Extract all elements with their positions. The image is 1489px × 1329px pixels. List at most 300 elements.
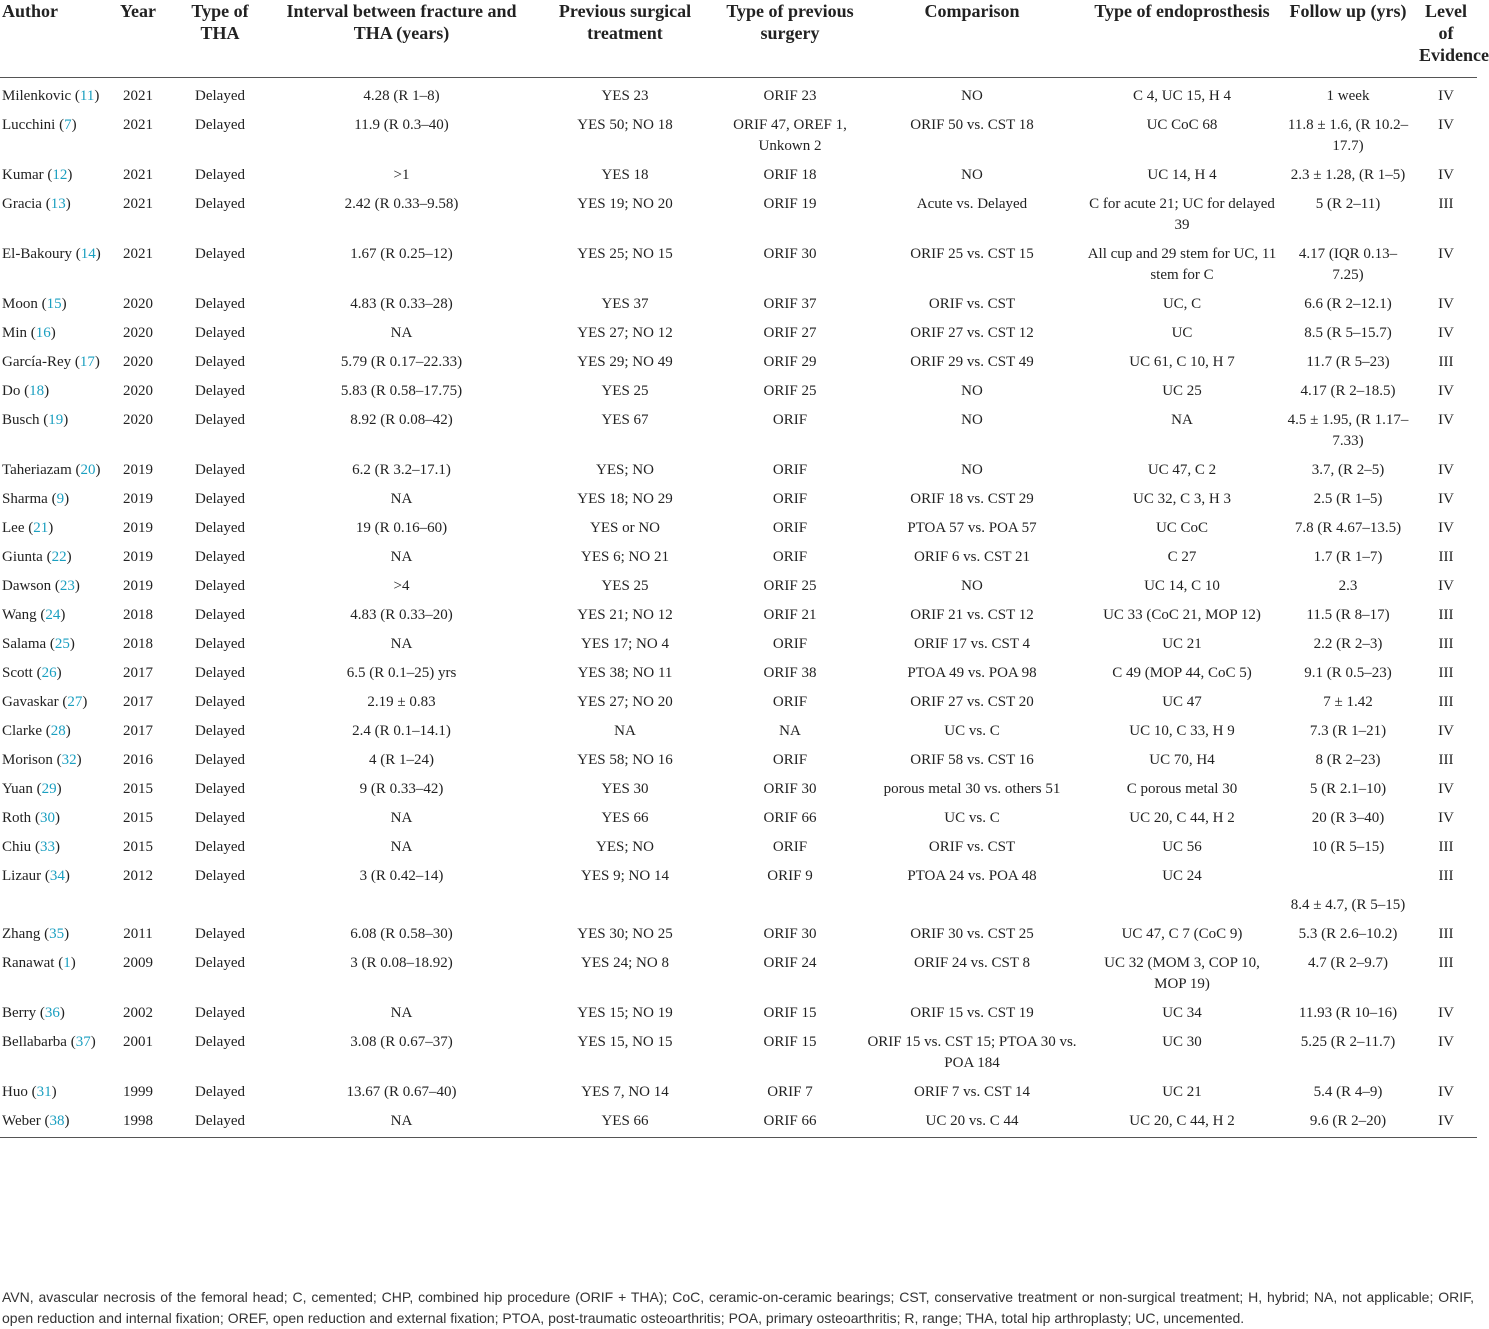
cell-year: 2018 <box>123 606 153 623</box>
cell-previous-treatment: YES 38; NO 11 <box>577 664 673 681</box>
cell-previous-surgery: ORIF 25 <box>763 577 817 594</box>
cell-interval: 6.2 (R 3.2–17.1) <box>352 461 451 478</box>
cell-type-of-tha: Delayed <box>195 809 245 826</box>
cell-type-of-tha: Delayed <box>195 245 245 262</box>
cell-year: 2020 <box>123 324 153 341</box>
table-row <box>0 1074 1477 1103</box>
cell-endoprosthesis: UC, C <box>1162 295 1202 312</box>
table-footnote: AVN, avascular necrosis of the femoral head; C, cemented; CHP, combined hip procedure (ORIF + THA); CoC, ceramic-on-ceramic bearings; CST, conservative treatment or non-surgical treatment; H, hybrid; NA, not applicable; ORIF, open reduction and internal fixation; OREF, open reduction and external fixation; PTOA, post-traumatic osteoarthritis; POA, primary osteoarthritis; R, range; THA, total hip arthroplasty; UC, uncemented. <box>2 1289 1474 1326</box>
cell-type-of-tha: Delayed <box>195 1004 245 1021</box>
cell-interval: 4.83 (R 0.33–28) <box>350 295 453 312</box>
author-name: Weber <box>2 1112 41 1129</box>
cell-follow-up: 11.93 (R 10–16) <box>1298 1004 1398 1021</box>
cell-type-of-tha: Delayed <box>195 664 245 681</box>
cell-previous-surgery: ORIF <box>772 519 808 536</box>
reference-link[interactable]: 24 <box>45 606 61 623</box>
cell-previous-treatment: YES 66 <box>601 1112 649 1129</box>
header-endoprosthesis: Type of endoprosthesis <box>1094 1 1270 21</box>
cell-interval: 2.42 (R 0.33–9.58) <box>344 195 459 212</box>
cell-endoprosthesis: UC 20, C 44, H 2 <box>1129 1112 1235 1129</box>
cell-follow-up: 11.7 (R 5–23) <box>1306 353 1390 370</box>
cell-previous-treatment: NA <box>614 722 636 739</box>
cell-author: Dawson (23) <box>2 577 80 594</box>
reference-link[interactable]: 31 <box>36 1083 52 1100</box>
cell-endoprosthesis: C porous metal 30 <box>1126 780 1238 797</box>
table-row <box>0 402 1477 452</box>
cell-author: Milenkovic (11) <box>2 87 100 104</box>
cell-endoprosthesis: UC 30 <box>1162 1033 1202 1050</box>
cell-previous-surgery: ORIF <box>772 548 808 565</box>
cell-interval: 13.67 (R 0.67–40) <box>346 1083 457 1100</box>
cell-previous-treatment: YES 25 <box>601 577 649 594</box>
cell-year: 2015 <box>123 838 153 855</box>
cell-interval: NA <box>390 635 413 652</box>
cell-follow-up <box>1281 858 1415 887</box>
author-name: El-Bakoury <box>2 245 72 262</box>
cell-level-of-evidence: IV <box>1438 1004 1454 1021</box>
author-name: Chiu <box>2 838 32 855</box>
table-row <box>0 945 1477 995</box>
cell-type-of-tha: Delayed <box>195 838 245 855</box>
cell-comparison: UC 20 vs. C 44 <box>925 1112 1019 1129</box>
cell-level-of-evidence: IV <box>1438 577 1454 594</box>
cell-previous-surgery: ORIF <box>772 490 808 507</box>
cell-endoprosthesis: UC 25 <box>1162 382 1202 399</box>
cell-level-of-evidence: III <box>1438 353 1454 370</box>
cell-interval: 5.79 (R 0.17–22.33) <box>340 353 463 370</box>
cell-type-of-tha: Delayed <box>195 751 245 768</box>
cell-follow-up: 4.5 ± 1.95, (R 1.17–7.33) <box>1287 411 1409 449</box>
author-name: Lucchini <box>2 116 56 133</box>
cell-level-of-evidence: IV <box>1438 295 1454 312</box>
cell-author: Morison (32) <box>2 751 82 768</box>
cell-endoprosthesis: C 27 <box>1167 548 1197 565</box>
cell-level-of-evidence: IV <box>1438 166 1454 183</box>
header-level-of-evidence: Level of Evidence <box>1419 1 1489 65</box>
cell-comparison: Acute vs. Delayed <box>916 195 1028 212</box>
cell-previous-treatment: YES 21; NO 12 <box>577 606 673 623</box>
reference-link[interactable]: 36 <box>44 1004 60 1021</box>
cell-interval: 8.92 (R 0.08–42) <box>350 411 453 428</box>
author-name: Busch <box>2 411 40 428</box>
cell-year: 2021 <box>123 245 153 262</box>
cell-level-of-evidence: III <box>1438 751 1454 768</box>
cell-interval: NA <box>390 324 413 341</box>
cell-follow-up: 11.8 ± 1.6, (R 10.2–17.7) <box>1287 116 1409 154</box>
cell-interval: 2.19 ± 0.83 <box>367 693 436 710</box>
cell-follow-up: 9.1 (R 0.5–23) <box>1304 664 1392 681</box>
cell-year: 2021 <box>123 116 153 133</box>
cell-previous-treatment: YES 17; NO 4 <box>581 635 669 652</box>
cell-previous-surgery: ORIF <box>772 693 808 710</box>
cell-interval: 19 (R 0.16–60) <box>355 519 448 536</box>
cell-endoprosthesis: UC 21 <box>1162 1083 1202 1100</box>
cell-previous-treatment: YES 15, NO 15 <box>577 1033 673 1050</box>
cell-author: Scott (26) <box>2 664 62 681</box>
cell-year: 2021 <box>123 195 153 212</box>
table-row <box>0 684 1477 713</box>
cell-previous-surgery: ORIF 38 <box>763 664 817 681</box>
reference-link[interactable]: 18 <box>29 382 45 399</box>
cell-previous-treatment: YES 66 <box>601 809 649 826</box>
cell-level-of-evidence: IV <box>1438 1033 1454 1050</box>
cell-previous-treatment: YES 25 <box>601 382 649 399</box>
reference-link[interactable]: 33 <box>39 838 55 855</box>
cell-follow-up: 5.4 (R 4–9) <box>1313 1083 1383 1100</box>
cell-interval: NA <box>390 1112 413 1129</box>
cell-type-of-tha: Delayed <box>195 693 245 710</box>
cell-interval: NA <box>390 809 413 826</box>
reference-link[interactable]: 27 <box>67 693 83 710</box>
table-row <box>0 452 1477 481</box>
cell-interval: 3.08 (R 0.67–37) <box>350 1033 453 1050</box>
cell-type-of-tha: Delayed <box>195 295 245 312</box>
reference-link[interactable]: 30 <box>39 809 55 826</box>
cell-previous-treatment: YES 30 <box>601 780 649 797</box>
cell-type-of-tha: Delayed <box>195 382 245 399</box>
cell-previous-surgery: ORIF <box>772 838 808 855</box>
cell-previous-surgery: ORIF 37 <box>763 295 817 312</box>
cell-follow-up: 7.3 (R 1–21) <box>1309 722 1387 739</box>
cell-level-of-evidence: IV <box>1438 1083 1454 1100</box>
header-comparison: Comparison <box>924 1 1020 21</box>
cell-comparison: ORIF 21 vs. CST 12 <box>910 606 1034 623</box>
cell-follow-up: 5 (R 2–11) <box>1315 195 1381 212</box>
cell-endoprosthesis: UC <box>1171 324 1193 341</box>
cell-type-of-tha: Delayed <box>195 166 245 183</box>
cell-level-of-evidence: IV <box>1438 382 1454 399</box>
cell-previous-surgery: ORIF 21 <box>763 606 817 623</box>
cell-comparison: NO <box>961 411 983 428</box>
author-name: Giunta <box>2 548 43 565</box>
cell-endoprosthesis: C 4, UC 15, H 4 <box>1133 87 1231 104</box>
cell-author: Wang (24) <box>2 606 66 623</box>
cell-year: 2015 <box>123 809 153 826</box>
cell-type-of-tha: Delayed <box>195 548 245 565</box>
author-name: Dawson <box>2 577 52 594</box>
cell-endoprosthesis: UC CoC <box>1155 519 1209 536</box>
cell-follow-up: 10 (R 5–15) <box>1311 838 1385 855</box>
cell-author: Busch (19) <box>2 411 69 428</box>
header-interval: Interval between fracture and THA (years) <box>286 1 517 43</box>
cell-level-of-evidence: III <box>1438 548 1454 565</box>
table-header <box>0 0 1489 77</box>
cell-endoprosthesis: UC 32 (MOM 3, COP 10, MOP 19) <box>1104 954 1260 992</box>
cell-previous-surgery: ORIF 30 <box>763 925 817 942</box>
cell-type-of-tha: Delayed <box>195 411 245 428</box>
cell-year: 2001 <box>123 1033 153 1050</box>
cell-type-of-tha: Delayed <box>195 1112 245 1129</box>
cell-comparison: ORIF 15 vs. CST 19 <box>910 1004 1034 1021</box>
reference-link[interactable]: 7 <box>64 116 72 133</box>
cell-follow-up: 20 (R 3–40) <box>1311 809 1385 826</box>
cell-type-of-tha: Delayed <box>195 87 245 104</box>
cell-interval: NA <box>390 490 413 507</box>
table-row <box>0 916 1477 945</box>
cell-year: 2009 <box>123 954 153 971</box>
cell-endoprosthesis: UC 20, C 44, H 2 <box>1129 809 1235 826</box>
cell-type-of-tha: Delayed <box>195 577 245 594</box>
cell-author: Gracia (13) <box>2 195 71 212</box>
reference-link[interactable]: 15 <box>46 295 62 312</box>
reference-link[interactable]: 37 <box>75 1033 91 1050</box>
reference-link[interactable]: 12 <box>52 166 68 183</box>
cell-previous-treatment: YES 7, NO 14 <box>581 1083 669 1100</box>
cell-previous-treatment: YES 23 <box>601 87 649 104</box>
cell-interval: 3 (R 0.08–18.92) <box>350 954 453 971</box>
cell-level-of-evidence: IV <box>1438 324 1454 341</box>
cell-level-of-evidence: IV <box>1438 809 1454 826</box>
reference-link[interactable]: 28 <box>50 722 66 739</box>
cell-level-of-evidence: III <box>1438 664 1454 681</box>
author-name: Bellabarba <box>2 1033 67 1050</box>
cell-interval: NA <box>390 838 413 855</box>
cell-previous-treatment: YES 29; NO 49 <box>577 353 673 370</box>
cell-level-of-evidence: III <box>1438 635 1454 652</box>
cell-endoprosthesis: UC 56 <box>1162 838 1202 855</box>
reference-link[interactable]: 16 <box>35 324 51 341</box>
cell-type-of-tha: Delayed <box>195 195 245 212</box>
table-row <box>0 286 1477 315</box>
cell-year: 1998 <box>123 1112 153 1129</box>
cell-author: Do (18) <box>2 382 50 399</box>
cell-comparison: ORIF 6 vs. CST 21 <box>913 548 1030 565</box>
cell-comparison: ORIF 24 vs. CST 8 <box>913 954 1030 971</box>
cell-year: 2019 <box>123 490 153 507</box>
cell-author: Giunta (22) <box>2 548 72 565</box>
table-body <box>0 77 1477 1137</box>
cell-previous-surgery: ORIF 47, OREF 1, Unkown 2 <box>733 116 847 154</box>
table-row <box>0 1103 1477 1138</box>
cell-interval: NA <box>390 1004 413 1021</box>
author-name: Wang <box>2 606 37 623</box>
reference-link[interactable]: 32 <box>61 751 77 768</box>
cell-previous-treatment: YES 27; NO 20 <box>577 693 673 710</box>
cell-endoprosthesis: UC CoC 68 <box>1146 116 1218 133</box>
cell-comparison: PTOA 24 vs. POA 48 <box>907 867 1037 884</box>
cell-type-of-tha: Delayed <box>195 722 245 739</box>
header-row <box>0 0 1477 77</box>
cell-comparison: porous metal 30 vs. others 51 <box>883 780 1061 797</box>
cell-previous-surgery: ORIF 19 <box>763 195 817 212</box>
cell-previous-treatment: YES or NO <box>590 519 660 536</box>
cell-follow-up: 1.7 (R 1–7) <box>1313 548 1383 565</box>
cell-type-of-tha: Delayed <box>195 954 245 971</box>
header-author: Author <box>2 1 59 21</box>
cell-author: El-Bakoury (14) <box>2 245 101 262</box>
cell-author: García-Rey (17) <box>2 353 100 370</box>
author-name: Morison <box>2 751 53 768</box>
table-row <box>0 344 1477 373</box>
cell-comparison: NO <box>961 577 983 594</box>
cell-author: Lizaur (34) <box>2 867 70 884</box>
reference-link[interactable]: 22 <box>51 548 67 565</box>
cell-follow-up: 5.3 (R 2.6–10.2) <box>1298 925 1398 942</box>
cell-level-of-evidence: IV <box>1438 461 1454 478</box>
cell-endoprosthesis: UC 47, C 2 <box>1147 461 1217 478</box>
cell-level-of-evidence: IV <box>1438 722 1454 739</box>
cell-type-of-tha: Delayed <box>195 324 245 341</box>
cell-previous-surgery: ORIF 66 <box>763 809 817 826</box>
reference-link[interactable]: 9 <box>56 490 65 507</box>
author-name: Lee <box>2 519 25 536</box>
cell-previous-treatment: YES 58; NO 16 <box>577 751 673 768</box>
cell-previous-treatment: YES 18; NO 29 <box>577 490 673 507</box>
cell-previous-treatment: YES 30; NO 25 <box>577 925 673 942</box>
table-row <box>0 800 1477 829</box>
cell-previous-treatment: YES 67 <box>601 411 649 428</box>
cell-previous-treatment: YES 15; NO 19 <box>577 1004 673 1021</box>
cell-follow-up: 1 week <box>1326 87 1370 104</box>
cell-level-of-evidence <box>1415 887 1477 916</box>
cell-comparison: UC vs. C <box>944 809 1000 826</box>
author-name: Gracia <box>2 195 42 212</box>
cell-endoprosthesis: UC 14, C 10 <box>1144 577 1220 594</box>
cell-level-of-evidence: IV <box>1438 780 1454 797</box>
cell-follow-up: 2.3 ± 1.28, (R 1–5) <box>1290 166 1406 183</box>
cell-type-of-tha: Delayed <box>195 635 245 652</box>
cell-author: Sharma (9) <box>2 490 70 507</box>
cell-previous-surgery: ORIF 29 <box>763 353 817 370</box>
cell-follow-up: 11.5 (R 8–17) <box>1306 606 1390 623</box>
cell-interval: NA <box>390 548 413 565</box>
cell-comparison: ORIF 27 vs. CST 20 <box>910 693 1034 710</box>
table-row <box>0 107 1477 157</box>
author-name: García-Rey <box>2 353 72 370</box>
author-name: Taheriazam <box>2 461 72 478</box>
cell-year: 2017 <box>123 664 153 681</box>
cell-author: Clarke (28) <box>2 722 71 739</box>
author-name: Do <box>2 382 21 399</box>
reference-link[interactable]: 11 <box>79 87 95 104</box>
reference-link[interactable]: 1 <box>63 954 71 971</box>
cell-interval: 9 (R 0.33–42) <box>359 780 444 797</box>
reference-link[interactable]: 35 <box>49 925 65 942</box>
cell-previous-treatment <box>531 887 719 916</box>
cell-author: Lee (21) <box>2 519 54 536</box>
cell-year: 2002 <box>123 1004 153 1021</box>
cell-author: Moon (15) <box>2 295 67 312</box>
cell-level-of-evidence: IV <box>1438 490 1454 507</box>
cell-previous-treatment: YES 37 <box>601 295 649 312</box>
cell-follow-up: 8.5 (R 5–15.7) <box>1304 324 1392 341</box>
cell-level-of-evidence: IV <box>1438 519 1454 536</box>
table-row <box>0 742 1477 771</box>
cell-year: 2017 <box>123 693 153 710</box>
header-type-of-tha: Type of THA <box>191 1 249 43</box>
reference-link[interactable]: 14 <box>80 245 96 262</box>
cell-author: Min (16) <box>2 324 56 341</box>
header-follow-up: Follow up (yrs) <box>1289 1 1407 21</box>
cell-level-of-evidence: III <box>1438 867 1454 884</box>
cell-follow-up: 5 (R 2.1–10) <box>1309 780 1387 797</box>
cell-previous-surgery: ORIF 15 <box>763 1004 817 1021</box>
reference-link[interactable]: 19 <box>48 411 64 428</box>
reference-link[interactable]: 17 <box>79 353 95 370</box>
cell-previous-surgery: ORIF 27 <box>763 324 817 341</box>
cell-previous-treatment: YES 9; NO 14 <box>581 867 669 884</box>
cell-comparison: NO <box>961 166 983 183</box>
cell-comparison: ORIF 17 vs. CST 4 <box>913 635 1030 652</box>
cell-follow-up: 7.8 (R 4.67–13.5) <box>1294 519 1402 536</box>
author-name: Kumar <box>2 166 44 183</box>
cell-level-of-evidence: III <box>1438 195 1454 212</box>
reference-link[interactable]: 26 <box>41 664 57 681</box>
cell-comparison: PTOA 49 vs. POA 98 <box>907 664 1037 681</box>
cell-level-of-evidence: IV <box>1438 87 1454 104</box>
reference-link[interactable]: 23 <box>59 577 75 594</box>
cell-comparison: NO <box>961 87 983 104</box>
cell-previous-surgery: NA <box>779 722 801 739</box>
table-row <box>0 829 1477 858</box>
cell-comparison: ORIF vs. CST <box>928 295 1016 312</box>
cell-previous-surgery: ORIF 30 <box>763 780 817 797</box>
cell-year: 2012 <box>123 867 153 884</box>
cell-previous-treatment: YES; NO <box>596 461 654 478</box>
cell-previous-treatment: YES 25; NO 15 <box>577 245 673 262</box>
cell-comparison: ORIF 15 vs. CST 15; PTOA 30 vs. POA 184 <box>867 1033 1077 1071</box>
cell-interval: >4 <box>393 577 410 594</box>
cell-year: 2019 <box>123 519 153 536</box>
cell-previous-treatment: YES 50; NO 18 <box>577 116 673 133</box>
reference-link[interactable]: 25 <box>54 635 70 652</box>
cell-year: 2020 <box>123 353 153 370</box>
cell-previous-treatment: YES 18 <box>601 166 649 183</box>
cell-follow-up: 2.2 (R 2–3) <box>1313 635 1383 652</box>
reference-link[interactable]: 38 <box>49 1112 65 1129</box>
cell-follow-up: 6.6 (R 2–12.1) <box>1304 295 1392 312</box>
cell-author: Roth (30) <box>2 809 60 826</box>
reference-link[interactable]: 34 <box>49 867 65 884</box>
cell-previous-surgery: ORIF 24 <box>763 954 817 971</box>
cell-endoprosthesis <box>1083 887 1281 916</box>
author-name: Ranawat <box>2 954 55 971</box>
reference-link[interactable]: 20 <box>80 461 96 478</box>
cell-author: Bellabarba (37) <box>2 1033 96 1050</box>
cell-author: Zhang (35) <box>2 925 70 942</box>
cell-author: Gavaskar (27) <box>2 693 88 710</box>
reference-link[interactable]: 29 <box>41 780 57 797</box>
cell-follow-up: 2.5 (R 1–5) <box>1313 490 1383 507</box>
cell-interval: 4 (R 1–24) <box>369 751 434 768</box>
author-name: Moon <box>2 295 38 312</box>
table-row <box>0 626 1477 655</box>
table-row <box>0 481 1477 510</box>
cell-year: 1999 <box>123 1083 153 1100</box>
cell-type-of-tha: Delayed <box>195 1083 245 1100</box>
cell-previous-treatment: YES; NO <box>596 838 654 855</box>
reference-link[interactable]: 13 <box>50 195 66 212</box>
cell-interval: 6.5 (R 0.1–25) yrs <box>346 664 457 681</box>
cell-type-of-tha: Delayed <box>195 606 245 623</box>
cell-year: 2021 <box>123 87 153 104</box>
table-row <box>0 858 1477 887</box>
cell-level-of-evidence: III <box>1438 606 1454 623</box>
cell-level-of-evidence: IV <box>1438 1112 1454 1129</box>
cell-endoprosthesis: C 49 (MOP 44, CoC 5) <box>1112 664 1252 681</box>
cell-type-of-tha: Delayed <box>195 1033 245 1050</box>
cell-author: Kumar (12) <box>2 166 73 183</box>
cell-author: Salama (25) <box>2 635 75 652</box>
cell-interval: 3 (R 0.42–14) <box>359 867 444 884</box>
cell-interval: 1.67 (R 0.25–12) <box>350 245 453 262</box>
author-name: Huo <box>2 1083 28 1100</box>
cell-year: 2020 <box>123 295 153 312</box>
cell-year: 2021 <box>123 166 153 183</box>
cell-year: 2017 <box>123 722 153 739</box>
reference-link[interactable]: 21 <box>33 519 49 536</box>
header-year: Year <box>120 1 156 21</box>
